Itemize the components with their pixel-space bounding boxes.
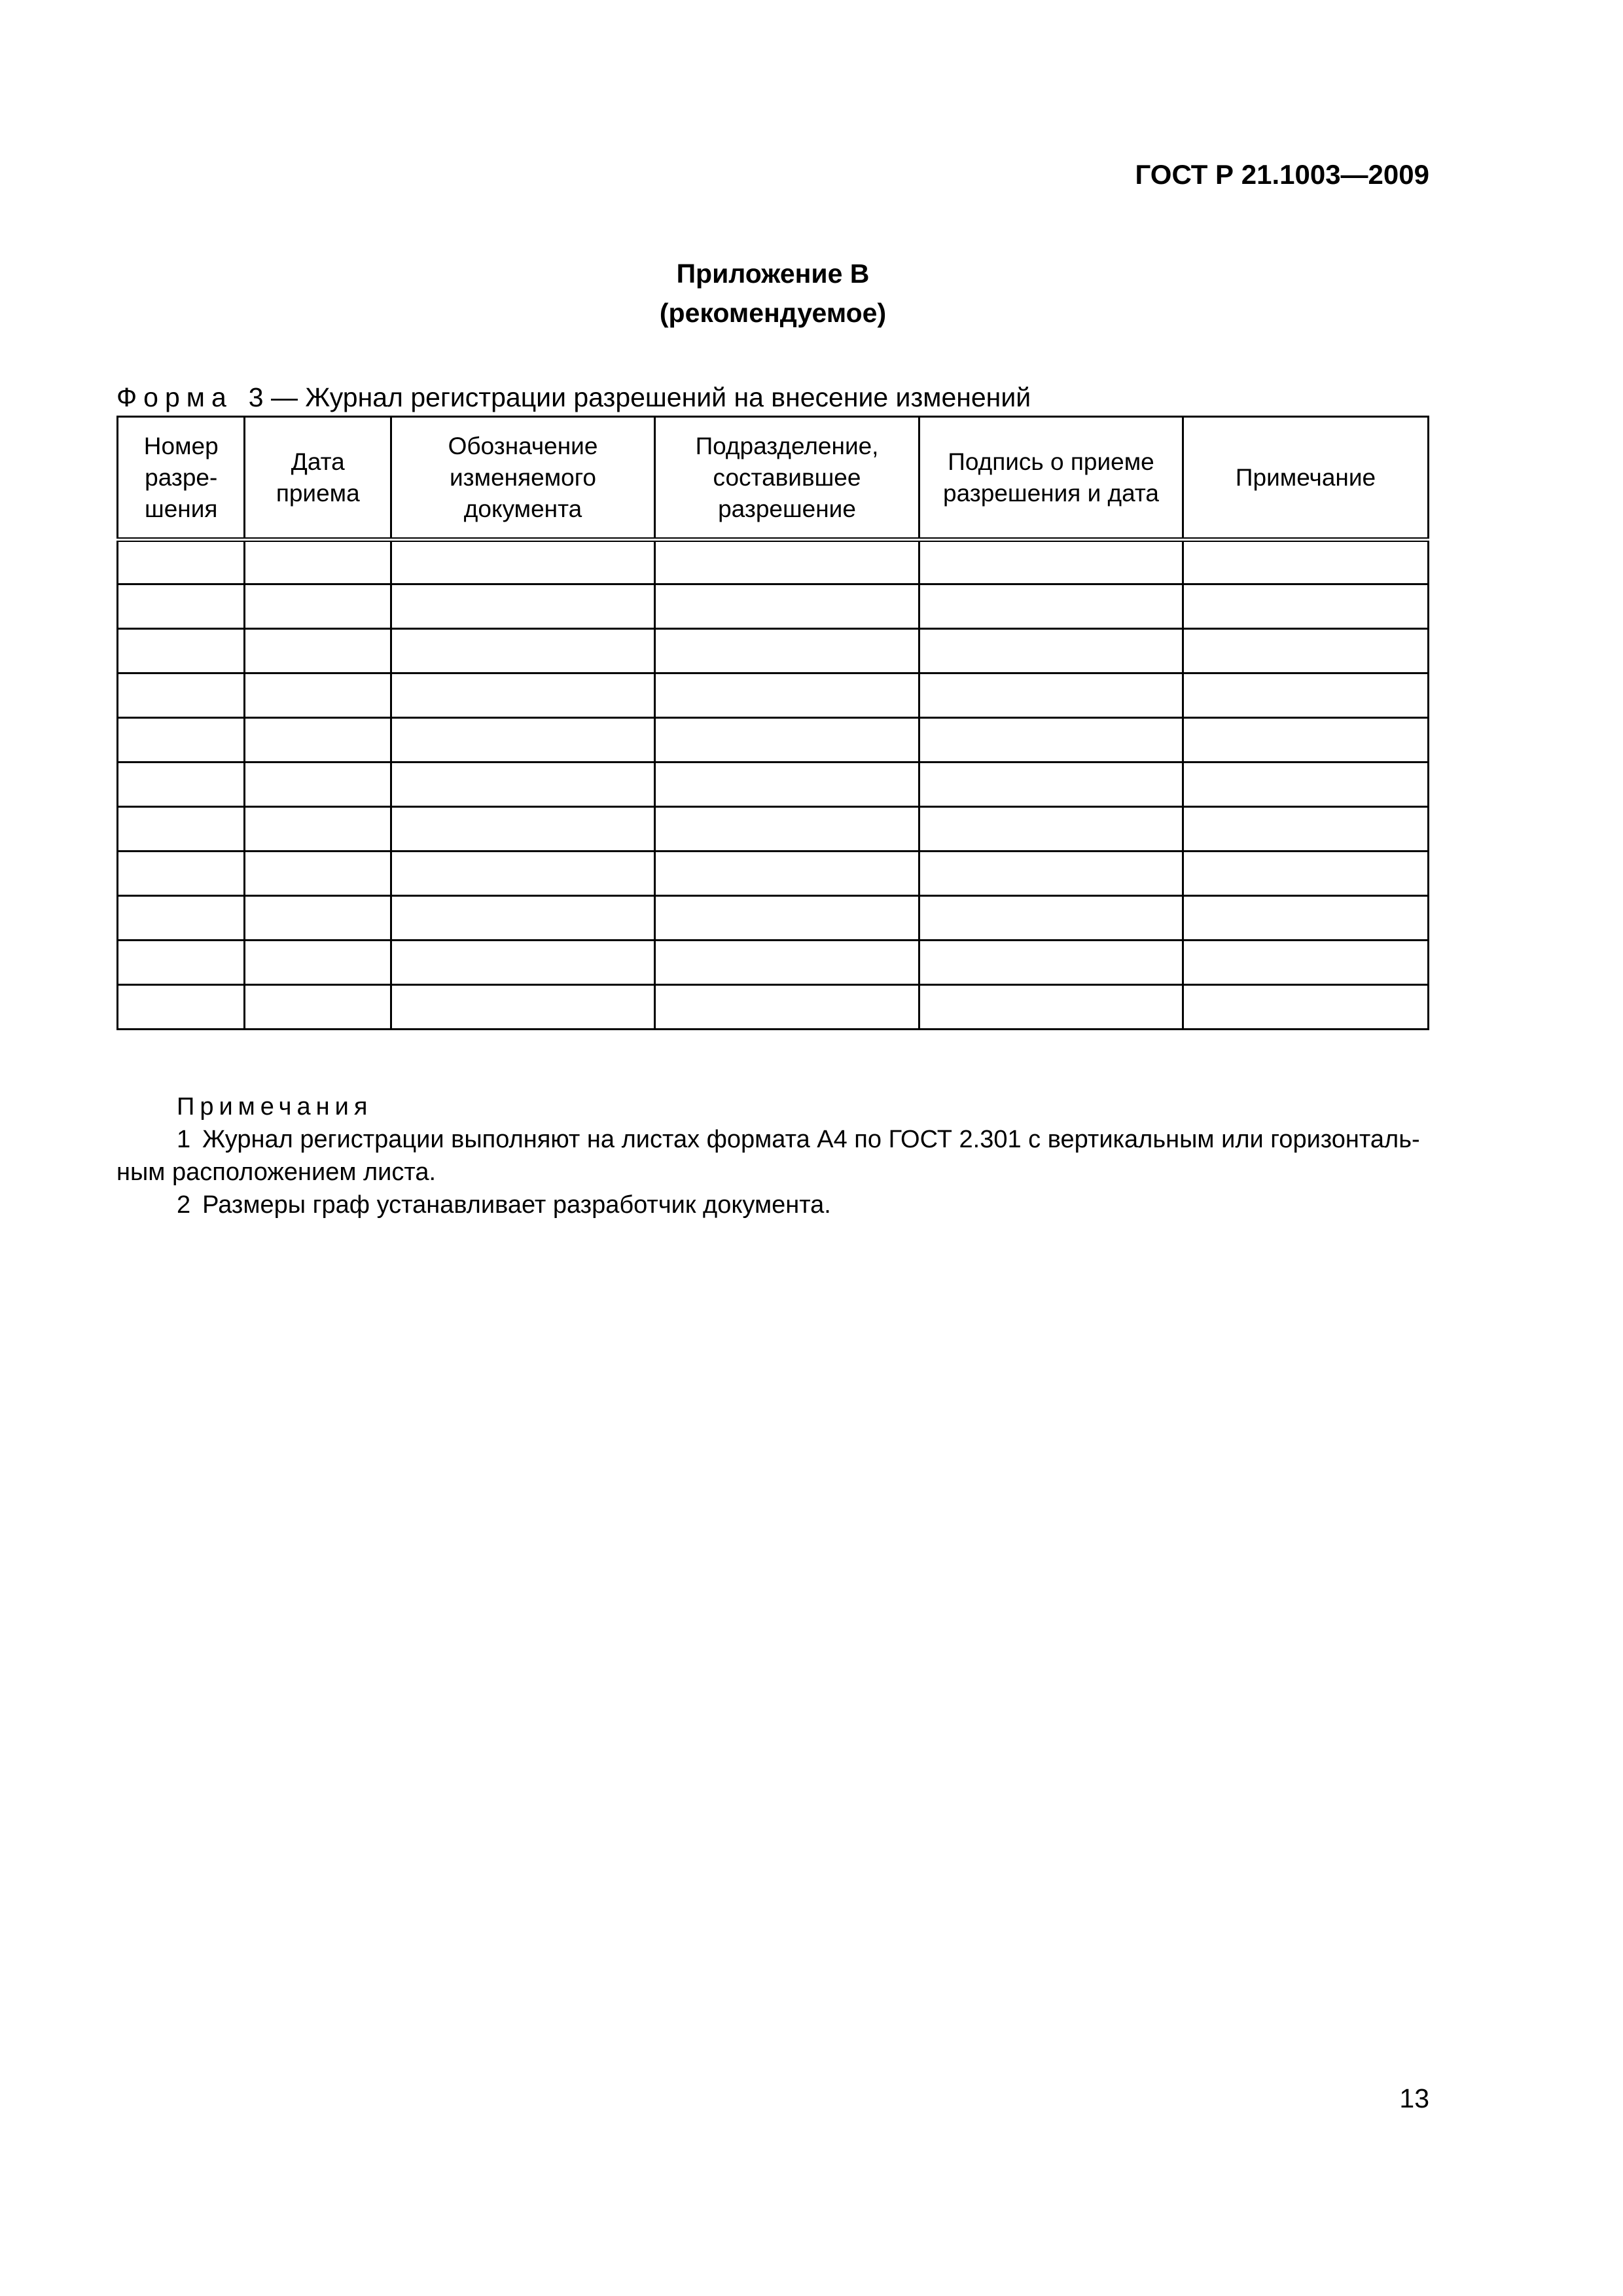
empty-cell: [391, 673, 655, 718]
appendix-title: Приложение В: [676, 259, 870, 289]
empty-cell: [245, 896, 391, 941]
empty-cell: [1183, 852, 1429, 896]
column-header: Примечание: [1183, 417, 1429, 540]
empty-cell: [919, 762, 1183, 807]
notes-heading: Примечания: [177, 1093, 373, 1121]
table-row: [118, 807, 1429, 852]
empty-cell: [391, 629, 655, 673]
empty-cell: [118, 762, 245, 807]
empty-cell: [1183, 896, 1429, 941]
empty-cell: [245, 540, 391, 584]
empty-cell: [1183, 762, 1429, 807]
note-number: 1: [177, 1126, 191, 1153]
empty-cell: [655, 718, 919, 762]
column-header: Дата приема: [245, 417, 391, 540]
empty-cell: [655, 896, 919, 941]
empty-cell: [919, 852, 1183, 896]
appendix-kind: (рекомендуемое): [659, 298, 887, 328]
note-item: 1 Журнал регистрации выполняют на листах формата А4 по ГОСТ 2.301 с вертикальным или горизонталь-: [177, 1126, 1420, 1153]
empty-cell: [118, 540, 245, 584]
empty-cell: [1183, 985, 1429, 1030]
page-number: 13: [1399, 2083, 1429, 2113]
empty-cell: [245, 718, 391, 762]
empty-cell: [245, 673, 391, 718]
empty-cell: [919, 540, 1183, 584]
empty-cell: [391, 807, 655, 852]
empty-cell: [655, 985, 919, 1030]
column-header: Обозначение изменяемого документа: [391, 417, 655, 540]
table-row: [118, 629, 1429, 673]
empty-cell: [655, 941, 919, 985]
empty-cell: [655, 540, 919, 584]
empty-cell: [245, 985, 391, 1030]
empty-cell: [391, 941, 655, 985]
note-item: 2 Размеры граф устанавливает разработчик документа.: [177, 1191, 831, 1219]
empty-cell: [245, 629, 391, 673]
empty-cell: [1183, 807, 1429, 852]
note-number: 2: [177, 1191, 191, 1219]
form-label: Форма: [116, 382, 233, 412]
empty-cell: [919, 584, 1183, 629]
column-header: Подпись о приеме разрешения и дата: [919, 417, 1183, 540]
empty-cell: [118, 896, 245, 941]
table-row: [118, 896, 1429, 941]
empty-cell: [655, 807, 919, 852]
empty-cell: [655, 852, 919, 896]
empty-cell: [245, 584, 391, 629]
empty-cell: [118, 718, 245, 762]
note-item-continuation: ным расположением листа.: [116, 1158, 437, 1186]
empty-cell: [919, 718, 1183, 762]
empty-cell: [1183, 540, 1429, 584]
table-row: [118, 762, 1429, 807]
table-row: [118, 941, 1429, 985]
table-row: [118, 540, 1429, 584]
table-row: [118, 718, 1429, 762]
appendix-heading: [116, 254, 1429, 332]
empty-cell: [655, 762, 919, 807]
form-caption: [116, 382, 1556, 413]
notes-block: [116, 1090, 1455, 1221]
table-header-row: [118, 417, 1429, 540]
empty-cell: [391, 718, 655, 762]
empty-cell: [655, 629, 919, 673]
empty-cell: [655, 673, 919, 718]
registration-journal-table: [116, 416, 1429, 1030]
empty-cell: [391, 852, 655, 896]
empty-cell: [118, 985, 245, 1030]
empty-cell: [391, 584, 655, 629]
empty-cell: [391, 896, 655, 941]
column-header: Номер разре- шения: [118, 417, 245, 540]
empty-cell: [1183, 629, 1429, 673]
table-row: [118, 852, 1429, 896]
empty-cell: [118, 673, 245, 718]
empty-cell: [391, 540, 655, 584]
table-row: [118, 673, 1429, 718]
table-row: [118, 985, 1429, 1030]
empty-cell: [245, 852, 391, 896]
empty-cell: [919, 985, 1183, 1030]
empty-cell: [1183, 941, 1429, 985]
empty-cell: [245, 941, 391, 985]
empty-cell: [245, 807, 391, 852]
empty-cell: [919, 673, 1183, 718]
empty-cell: [118, 852, 245, 896]
empty-cell: [118, 941, 245, 985]
empty-cell: [1183, 718, 1429, 762]
empty-cell: [118, 807, 245, 852]
empty-cell: [391, 762, 655, 807]
empty-cell: [919, 629, 1183, 673]
empty-cell: [1183, 584, 1429, 629]
empty-cell: [245, 762, 391, 807]
table-row: [118, 584, 1429, 629]
empty-cell: [118, 584, 245, 629]
empty-cell: [919, 807, 1183, 852]
standard-code: ГОСТ Р 21.1003—2009: [1135, 159, 1429, 190]
column-header: Подразделение, составившее разрешение: [655, 417, 919, 540]
empty-cell: [655, 584, 919, 629]
form-number-and-title: 3 — Журнал регистрации разрешений на внесение изменений: [248, 382, 1031, 412]
empty-cell: [919, 941, 1183, 985]
empty-cell: [1183, 673, 1429, 718]
empty-cell: [118, 629, 245, 673]
empty-cell: [391, 985, 655, 1030]
empty-cell: [919, 896, 1183, 941]
